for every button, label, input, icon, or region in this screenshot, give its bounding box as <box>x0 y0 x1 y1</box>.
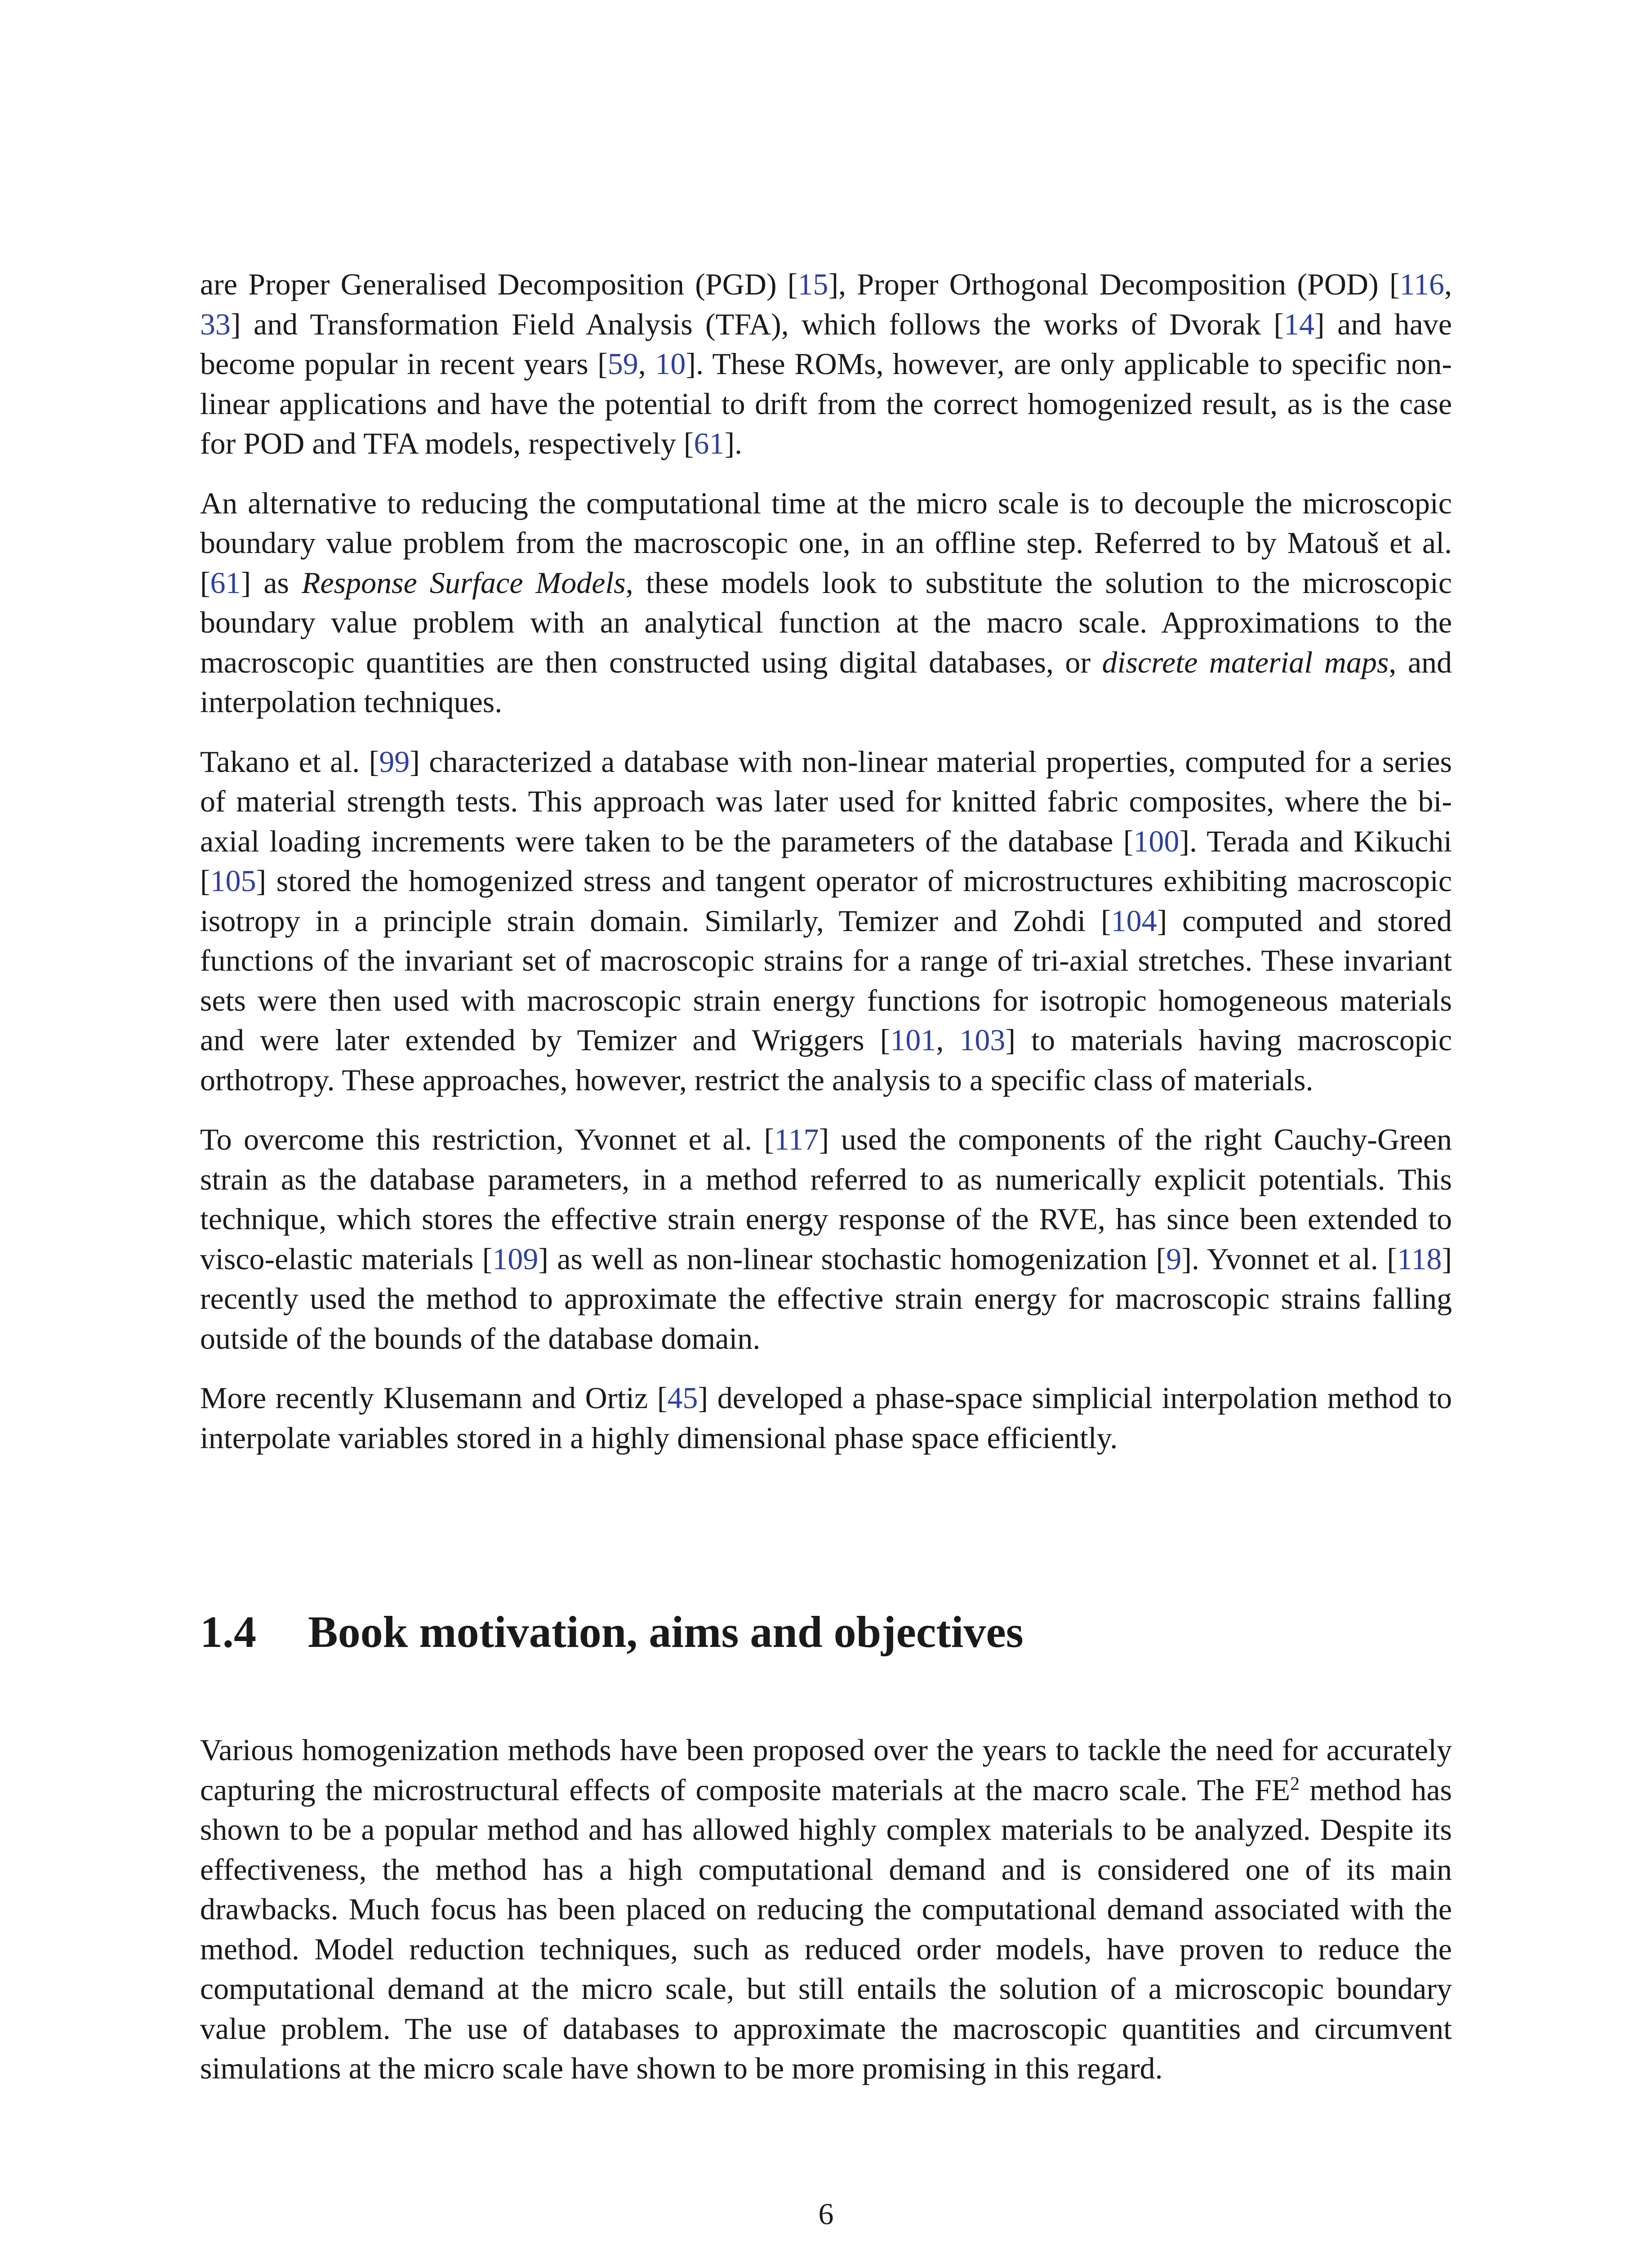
text-run: ] used the components of the right Cauchy-Green strain as the database parameters, in a method referred to as numerically explicit potentials. This technique, which stores the effective strain energy response of the RVE, has since been extended to visco-elastic materials [ <box>200 1122 1452 1276</box>
citation-link[interactable]: 99 <box>379 744 410 779</box>
citation-link[interactable]: 10 <box>655 347 686 381</box>
text-run: ] as <box>240 565 302 600</box>
section-heading <box>200 1605 1452 1659</box>
section-title: Book motivation, aims and objectives <box>308 1607 1024 1657</box>
text-run: , <box>936 1023 960 1057</box>
italic-text: Response Surface Models <box>301 565 626 600</box>
text-run: ] to materials having macroscopic orthotropy. These approaches, however, restrict the analysis to a specific class of materials. <box>200 1023 1452 1097</box>
body-text-upper <box>200 264 1452 1477</box>
citation-link[interactable]: 61 <box>210 565 241 600</box>
citation-link[interactable]: 59 <box>607 347 638 381</box>
text-run: ] and have become popular in recent years [ <box>200 307 1452 381</box>
paragraph <box>200 264 1452 464</box>
body-text-lower <box>200 1730 1452 2108</box>
text-run: ], Proper Orthogonal Decomposition (POD) [ <box>828 267 1400 301</box>
text-run: ] developed a phase-space simplicial interpolation method to interpolate variables stored in a highly dimensional phase space efficiently. <box>200 1381 1452 1455</box>
text-run: are Proper Generalised Decomposition (PGD) [ <box>200 267 798 301</box>
citation-link[interactable]: 14 <box>1284 307 1315 341</box>
paragraph <box>200 742 1452 1100</box>
paragraph <box>200 1730 1452 2088</box>
citation-link[interactable]: 61 <box>694 426 725 460</box>
text-run: ] stored the homogenized stress and tangent operator of microstructures exhibiting macroscopic isotropy in a principle strain domain. Similarly, Temizer and Zohdi [ <box>200 864 1452 938</box>
citation-link[interactable]: 101 <box>890 1023 936 1057</box>
text-run: , <box>638 347 655 381</box>
citation-link[interactable]: 33 <box>200 307 231 341</box>
text-run: Various homogenization methods have been proposed over the years to tackle the need for accurately capturing the microstructural effects of composite materials at the macro scale. The FE <box>200 1733 1452 1807</box>
text-run: ] as well as non-linear stochastic homogenization [ <box>538 1241 1167 1276</box>
text-run: ]. Terada and Kikuchi [ <box>200 824 1452 898</box>
text-run: Takano et al. [ <box>200 744 379 779</box>
text-run: method has shown to be a popular method and has allowed highly complex materials to be analyzed. Despite its effectiveness, the method has a high computational demand and is considered one of its main drawbacks. Much focus has been placed on reducing the computational demand associated with the method. Model reduction techniques, such as reduced order models, have proven to reduce the computational demand at the micro scale, but still entails the solution of a microscopic boundary value problem. The use of databases to approximate the macroscopic quantities and circumvent simulations at the micro scale have shown to be more promising in this regard. <box>200 1772 1452 2085</box>
citation-link[interactable]: 15 <box>797 267 828 301</box>
italic-text: discrete material maps <box>1102 645 1389 679</box>
text-run: ] computed and stored functions of the invariant set of macroscopic strains for a range of tri-axial stretches. These invariant sets were then used with macroscopic strain energy functions for isotropic homogeneous materials and were later extended by Temizer and Wriggers [ <box>200 903 1452 1057</box>
text-run: , these models look to substitute the solution to the microscopic boundary value problem with an analytical function at the macro scale. Approximations to the macroscopic quantities are then constructed using digital databases, or <box>200 565 1452 679</box>
text-run: More recently Klusemann and Ortiz [ <box>200 1381 668 1415</box>
text-run: To overcome this restriction, Yvonnet et al. [ <box>200 1122 775 1156</box>
text-run: ] recently used the method to approximate the effective strain energy for macroscopic strains falling outside of the bounds of the database domain. <box>200 1241 1452 1356</box>
citation-link[interactable]: 105 <box>210 864 256 898</box>
text-run: An alternative to reducing the computational time at the micro scale is to decouple the microscopic boundary value problem from the macroscopic one, in an offline step. Referred to by Matouš et al. [ <box>200 486 1452 600</box>
citation-link[interactable]: 100 <box>1133 824 1180 858</box>
citation-link[interactable]: 109 <box>492 1241 539 1276</box>
section-number: 1.4 <box>200 1607 256 1657</box>
text-run: ] characterized a database with non-linear material properties, computed for a series of material strength tests. This approach was later used for knitted fabric composites, where the bi-axial loading increments were taken to be the parameters of the database [ <box>200 744 1452 858</box>
citation-link[interactable]: 9 <box>1166 1241 1182 1276</box>
text-run: , <box>1444 267 1452 301</box>
citation-link[interactable]: 104 <box>1111 903 1157 938</box>
text-run: ]. <box>724 426 743 460</box>
text-run: , and interpolation techniques. <box>200 645 1452 719</box>
paragraph <box>200 483 1452 722</box>
paragraph <box>200 1378 1452 1458</box>
citation-link[interactable]: 117 <box>774 1122 819 1156</box>
citation-link[interactable]: 45 <box>667 1381 698 1415</box>
text-run: ]. These ROMs, however, are only applicable to specific non-linear applications and have the potential to drift from the correct homogenized result, as is the case for POD and TFA models, respectively [ <box>200 347 1452 460</box>
text-run: ]. Yvonnet et al. [ <box>1181 1241 1397 1276</box>
citation-link[interactable]: 103 <box>959 1023 1006 1057</box>
citation-link[interactable]: 116 <box>1399 267 1445 301</box>
citation-link[interactable]: 118 <box>1397 1241 1442 1276</box>
superscript: 2 <box>1290 1773 1300 1794</box>
text-run: ] and Transformation Field Analysis (TFA), which follows the works of Dvorak [ <box>231 307 1284 341</box>
page-number: 6 <box>818 2197 834 2231</box>
paragraph <box>200 1120 1452 1358</box>
